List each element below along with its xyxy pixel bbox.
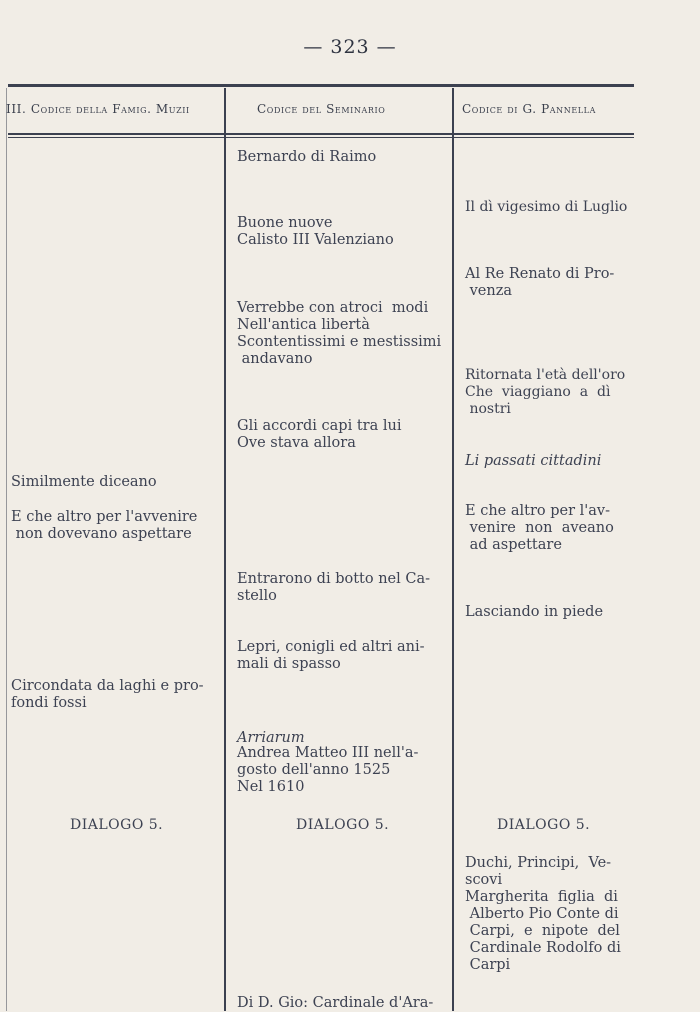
col2-entry: Gli accordi capi tra lui Ove stava allora bbox=[237, 418, 402, 451]
col1-header bbox=[6, 102, 190, 116]
col3-header: Codice di G. Pannella bbox=[462, 102, 596, 116]
col2-entry: Entrarono di botto nel Ca- stello bbox=[237, 571, 431, 604]
column-divider-1 bbox=[224, 88, 226, 1011]
col2-entry: Buone nuove Calisto III Valenziano bbox=[237, 215, 394, 248]
col3-entry-italic: Li passati cittadini bbox=[465, 453, 602, 469]
col2-entry-italic: Arriarum bbox=[237, 730, 305, 746]
col2-entry: Lepri, conigli ed altri ani- mali di spasso bbox=[237, 639, 425, 672]
dialogo-heading: DIALOGO 5. bbox=[497, 817, 591, 833]
col1-entry: E che altro per l'avvenire non dovevano aspettare bbox=[11, 509, 198, 542]
page-number: — 323 — bbox=[303, 36, 397, 58]
col3-entry: Al Re Renato di Pro- venza bbox=[465, 266, 615, 299]
col3-entry: Ritornata l'età dell'oro Che viaggiano a dì nostri bbox=[465, 367, 626, 417]
col2-header: Codice del Seminario bbox=[257, 102, 386, 116]
col1-entry: Similmente diceano bbox=[11, 474, 157, 490]
column-divider-2 bbox=[452, 88, 454, 1011]
col2-entry: Andrea Matteo III nell'a- gosto dell'anno 1525 Nel 1610 bbox=[237, 745, 419, 795]
col1-header-label: Codice della Famig. Muzii bbox=[30, 102, 190, 116]
col1-entry: Circondata da laghi e pro- fondi fossi bbox=[11, 678, 204, 711]
dialogo-heading: DIALOGO 5. bbox=[70, 817, 164, 833]
col2-entry: Bernardo di Raimo bbox=[237, 149, 377, 165]
col2-entry: Verrebbe con atroci modi Nell'antica libertà Scontentissimi e mestissimi andavano bbox=[237, 300, 442, 367]
col3-entry: Lasciando in piede bbox=[465, 604, 604, 620]
table-top-rule bbox=[8, 84, 634, 87]
dialogo-heading: DIALOGO 5. bbox=[296, 817, 390, 833]
col3-entry: E che altro per l'av- venire non aveano ad aspettare bbox=[465, 503, 614, 553]
col3-entry: Duchi, Principi, Ve- scovi Margherita figlia di Alberto Pio Conte di Carpi, e nipote del Cardinale Rodolfo di Carpi bbox=[465, 855, 621, 973]
col2-entry: Di D. Gio: Cardinale d'Ara- bbox=[237, 995, 434, 1011]
col3-entry: Il dì vigesimo di Luglio bbox=[465, 199, 628, 215]
col1-header-prefix: III. bbox=[6, 102, 27, 116]
header-bottom-rule bbox=[8, 133, 634, 135]
header-bottom-rule-thin bbox=[8, 137, 634, 138]
left-edge-rule bbox=[6, 88, 7, 1011]
